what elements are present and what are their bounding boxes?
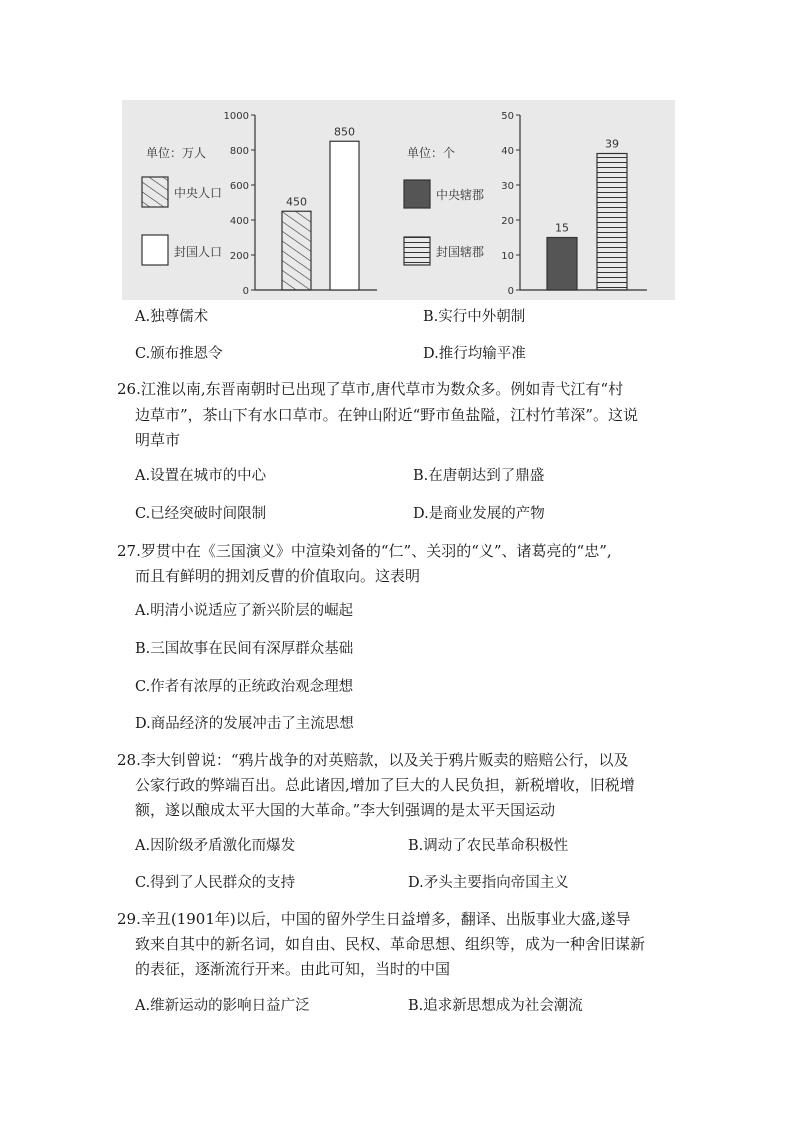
q29-stem-line-3: 的表征，逐渐流行开来。由此可知，当时的中国 [135, 960, 451, 978]
q26-option-c[interactable]: C.已经突破时间限制 [135, 506, 267, 522]
q28-option-d[interactable]: D.矛头主要指向帝国主义 [408, 875, 569, 891]
q26-option-b[interactable]: B.在唐朝达到了鼎盛 [413, 468, 545, 484]
q25-option-b[interactable]: B.实行中外朝制 [423, 309, 526, 325]
q28-stem-line-1: 28.李大钊曾说：“鸦片战争的对英赔款，以及关于鸦片贩卖的赔赔公行，以及 [117, 751, 629, 769]
q29-stem-line-2: 致来自其中的新名词，如自由、民权、革命思想、组织等，成为一种舍旧谋新 [135, 935, 646, 953]
q26-option-a[interactable]: A.设置在城市的中心 [135, 468, 267, 484]
chart1-bar-1 [282, 211, 311, 290]
q29-option-a[interactable]: A.维新运动的影响日益广泛 [135, 998, 310, 1014]
q27-option-c[interactable]: C.作者有浓厚的正统政治观念理想 [135, 679, 354, 695]
chart2-legend-central: 中央辖郡 [436, 188, 485, 202]
chart1-tick-label: 0 [242, 286, 249, 297]
chart1-tick-label: 1000 [223, 111, 249, 122]
chart2-tick-label: 50 [501, 111, 514, 122]
chart2-bar-1 [547, 238, 577, 291]
q28-option-b[interactable]: B.调动了农民革命积极性 [408, 838, 569, 854]
chart1-legend-swatch-fief [142, 235, 168, 265]
chart2-bar-2 [597, 154, 627, 291]
chart1-bar-2 [330, 141, 359, 290]
chart1-bar-value-label: 450 [286, 195, 307, 209]
chart1-legend-swatch-central [142, 177, 168, 207]
chart2-unit-label: 单位：个 [407, 146, 456, 160]
chart2-tick-label: 40 [501, 146, 514, 157]
chart2-bar-value-label: 39 [605, 137, 619, 151]
chart2-bar-value-label: 15 [555, 221, 569, 235]
chart1-tick-label: 400 [229, 216, 249, 227]
bar-chart-figure [122, 100, 675, 300]
q27-option-d[interactable]: D.商品经济的发展冲击了主流思想 [135, 716, 354, 732]
q26-stem-line-3: 明草市 [135, 431, 181, 449]
q28-option-a[interactable]: A.因阶级矛盾激化而爆发 [135, 838, 296, 854]
chart1-tick-label: 200 [229, 251, 249, 262]
chart1-legend-fief: 封国人口 [174, 245, 223, 259]
q27-option-b[interactable]: B.三国故事在民间有深厚群众基础 [135, 641, 354, 657]
chart2-tick-label: 0 [507, 286, 514, 297]
chart2-legend-swatch-central [404, 180, 430, 208]
chart2-tick-label: 20 [501, 216, 514, 227]
chart1-unit-label: 单位：万人 [146, 146, 207, 160]
chart1-tick-label: 800 [229, 146, 249, 157]
chart2-tick-label: 10 [501, 251, 514, 262]
charts-svg [122, 100, 675, 300]
q25-option-c[interactable]: C.颁布推恩令 [135, 346, 223, 362]
chart1-legend-central: 中央人口 [174, 186, 223, 200]
q26-stem-line-1: 26.江淮以南,东晋南朝时已出现了草市,唐代草市为数众多。例如青弋江有“村 [117, 380, 624, 398]
q25-option-d[interactable]: D.推行均输平准 [423, 346, 526, 362]
chart1-bar-value-label: 850 [334, 125, 355, 139]
q25-option-a[interactable]: A.独尊儒术 [135, 309, 209, 325]
chart2-legend-fief: 封国辖郡 [436, 245, 485, 259]
q26-option-d[interactable]: D.是商业发展的产物 [413, 506, 545, 522]
q27-stem-line-1: 27.罗贯中在《三国演义》中渲染刘备的“仁”、关羽的“义”、诸葛亮的“忠”, [117, 542, 612, 560]
q27-stem-line-2: 而且有鲜明的拥刘反曹的价值取向。这表明 [135, 567, 421, 585]
q28-stem-line-2: 公家行政的弊端百出。总此诸因,增加了巨大的人民负担，新税增收，旧税增 [135, 776, 635, 794]
q29-stem-line-1: 29.辛丑(1901年)以后，中国的留外学生日益增多，翻译、出版事业大盛,遂导 [117, 910, 631, 928]
q28-option-c[interactable]: C.得到了人民群众的支持 [135, 875, 296, 891]
q29-option-b[interactable]: B.追求新思想成为社会潮流 [408, 998, 583, 1014]
chart2-tick-label: 30 [501, 181, 514, 192]
q26-stem-line-2: 边草市”，茶山下有水口草市。在钟山附近“野市鱼盐隘，江村竹苇深”。这说 [135, 406, 639, 424]
q28-stem-line-3: 额，遂以酿成太平大国的大革命。”李大钊强调的是太平天国运动 [135, 801, 556, 819]
chart2-legend-swatch-fief [404, 237, 430, 265]
q27-option-a[interactable]: A.明清小说适应了新兴阶层的崛起 [135, 603, 354, 619]
chart1-tick-label: 600 [229, 181, 249, 192]
